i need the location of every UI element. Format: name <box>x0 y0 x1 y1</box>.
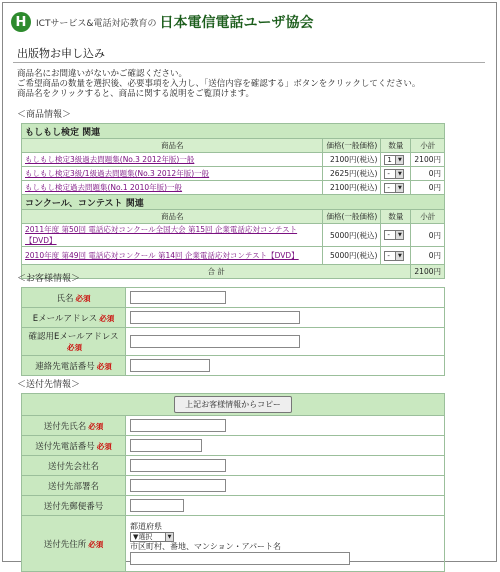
chevron-down-icon: ▼ <box>395 156 403 164</box>
delivery-company-input[interactable] <box>130 459 226 472</box>
intro-line: 商品名にお間違いがないかご確認ください。 <box>17 69 188 79</box>
quantity-select[interactable] <box>384 155 404 165</box>
quantity-select[interactable] <box>384 230 404 240</box>
email-input[interactable] <box>130 311 300 324</box>
phone-label-cell <box>22 356 126 376</box>
delivery-address-label-cell <box>22 516 126 572</box>
product-link[interactable]: もしもし検定3級過去問題集(No.3 2012年版)一般 <box>25 155 195 164</box>
subtotal-cell: 0円 <box>411 181 445 195</box>
price-cell: 2625円(税込) <box>323 167 381 181</box>
prefecture-value: ▼選択 <box>133 533 153 541</box>
phone-label: 連絡先電話番号 <box>35 361 95 372</box>
col-qty: 数量 <box>381 139 411 153</box>
col-price: 価格(一般価格) <box>323 139 381 153</box>
site-header <box>11 9 313 35</box>
price-cell: 2100円(税込) <box>323 181 381 195</box>
phone-input[interactable] <box>130 359 210 372</box>
chevron-down-icon: ▼ <box>395 231 403 239</box>
required-badge: 必須 <box>99 313 115 323</box>
page-frame <box>2 2 497 562</box>
col-name: 商品名 <box>22 210 323 224</box>
price-cell: 5000円(税込) <box>323 247 381 265</box>
total-label: 合 計 <box>22 265 411 279</box>
intro-line: ご希望商品の数量を選択後、必要事項を入力し、「送信内容を確認する」ボタンをクリックしてください。 <box>17 79 421 89</box>
table-row <box>22 181 445 195</box>
delivery-section-heading: ＜送付先情報＞ <box>17 380 81 390</box>
table-row <box>22 153 445 167</box>
title-divider <box>13 62 485 63</box>
required-badge: 必須 <box>67 343 82 352</box>
address-input[interactable] <box>130 552 350 565</box>
table-row <box>22 167 445 181</box>
email-label: Eメールアドレス <box>32 313 98 324</box>
quantity-value: - <box>387 251 390 260</box>
chevron-down-icon: ▼ <box>165 533 173 541</box>
address-cell <box>126 516 445 572</box>
required-badge: 必須 <box>88 539 104 549</box>
delivery-dept-input[interactable] <box>130 479 226 492</box>
delivery-zip-input[interactable] <box>130 499 184 512</box>
product-table <box>21 123 445 279</box>
email-confirm-label: 確認用Eメールアドレス <box>28 332 119 342</box>
copy-row <box>22 394 445 416</box>
prefecture-select[interactable] <box>130 532 174 542</box>
col-price: 価格(一般価格) <box>323 210 381 224</box>
quantity-value: - <box>387 231 390 239</box>
quantity-value: - <box>387 183 390 192</box>
group-title: コンクール、コンテスト 関連 <box>22 195 445 210</box>
delivery-name-input[interactable] <box>130 419 226 432</box>
delivery-zip-label: 送付先郵便番号 <box>43 501 104 512</box>
delivery-zip-label-cell <box>22 496 126 516</box>
email-label-cell <box>22 308 126 328</box>
delivery-address-label: 送付先住所 <box>43 539 87 550</box>
delivery-dept-label-cell <box>22 476 126 496</box>
delivery-name-label-cell <box>22 416 126 436</box>
col-name: 商品名 <box>22 139 323 153</box>
name-input[interactable] <box>130 291 226 304</box>
col-qty: 数量 <box>381 210 411 224</box>
email-confirm-input[interactable] <box>130 335 300 348</box>
product-link[interactable]: 2010年度 第49回 電話応対コンクール 第14回 企業電話応対コンテスト【DVD】 <box>25 251 299 260</box>
table-row <box>22 224 445 247</box>
product-link[interactable]: もしもし検定3級/1級過去問題集(No.3 2012年版)一般 <box>25 169 210 178</box>
delivery-phone-input[interactable] <box>130 439 202 452</box>
group-title: もしもし検定 関連 <box>22 124 445 139</box>
quantity-select[interactable] <box>384 169 404 179</box>
product-link[interactable]: 2011年度 第50回 電話応対コンクール全国大会 第15回 企業電話応対コンテスト【DVD】 <box>25 225 298 245</box>
delivery-form <box>21 393 445 572</box>
delivery-name-label: 送付先氏名 <box>43 421 87 432</box>
name-label: 氏名 <box>56 293 74 304</box>
org-tagline: ICTサービス&電話対応教育の <box>36 18 157 29</box>
city-caption: 市区町村、番地、マンション・アパート名 <box>130 542 281 551</box>
required-badge: 必須 <box>75 293 91 303</box>
quantity-value: 1 <box>387 155 392 164</box>
page-title: 出版物お申し込み <box>17 47 105 60</box>
subtotal-cell: 2100円 <box>411 153 445 167</box>
required-badge: 必須 <box>96 441 112 451</box>
customer-form <box>21 287 445 376</box>
customer-section-heading: ＜お客様情報＞ <box>17 274 81 284</box>
name-label-cell <box>22 288 126 308</box>
chevron-down-icon: ▼ <box>395 252 403 260</box>
subtotal-cell: 0円 <box>411 167 445 181</box>
price-cell: 2100円(税込) <box>323 153 381 167</box>
delivery-dept-label: 送付先部署名 <box>47 481 99 492</box>
quantity-value: - <box>387 169 390 178</box>
pref-caption: 都道府県 <box>130 522 162 531</box>
quantity-select[interactable] <box>384 183 404 193</box>
subtotal-cell: 0円 <box>411 247 445 265</box>
intro-line: 商品名をクリックすると、商品に関する説明をご覧頂けます。 <box>17 89 254 99</box>
copy-customer-button[interactable]: 上記お客様情報からコピー <box>174 396 292 413</box>
org-name: 日本電信電話ユーザ協会 <box>159 15 314 31</box>
product-section-heading: ＜商品情報＞ <box>17 110 72 120</box>
col-subtotal: 小計 <box>411 210 445 224</box>
intro-text <box>17 69 487 99</box>
table-row <box>22 247 445 265</box>
subtotal-cell: 0円 <box>411 224 445 247</box>
logo-icon[interactable]: H <box>11 12 31 32</box>
email-confirm-label-cell <box>22 328 126 356</box>
delivery-phone-label-cell <box>22 436 126 456</box>
required-badge: 必須 <box>96 361 112 371</box>
total-value: 2100円 <box>411 265 445 279</box>
delivery-company-label-cell <box>22 456 126 476</box>
delivery-phone-label: 送付先電話番号 <box>35 441 95 452</box>
price-cell: 5000円(税込) <box>323 224 381 247</box>
product-link[interactable]: もしもし検定過去問題集(No.1 2010年版)一般 <box>25 183 183 192</box>
quantity-select[interactable] <box>384 251 404 261</box>
col-subtotal: 小計 <box>411 139 445 153</box>
chevron-down-icon: ▼ <box>395 170 403 178</box>
delivery-company-label: 送付先会社名 <box>47 461 99 472</box>
required-badge: 必須 <box>88 421 104 431</box>
chevron-down-icon: ▼ <box>395 184 403 192</box>
